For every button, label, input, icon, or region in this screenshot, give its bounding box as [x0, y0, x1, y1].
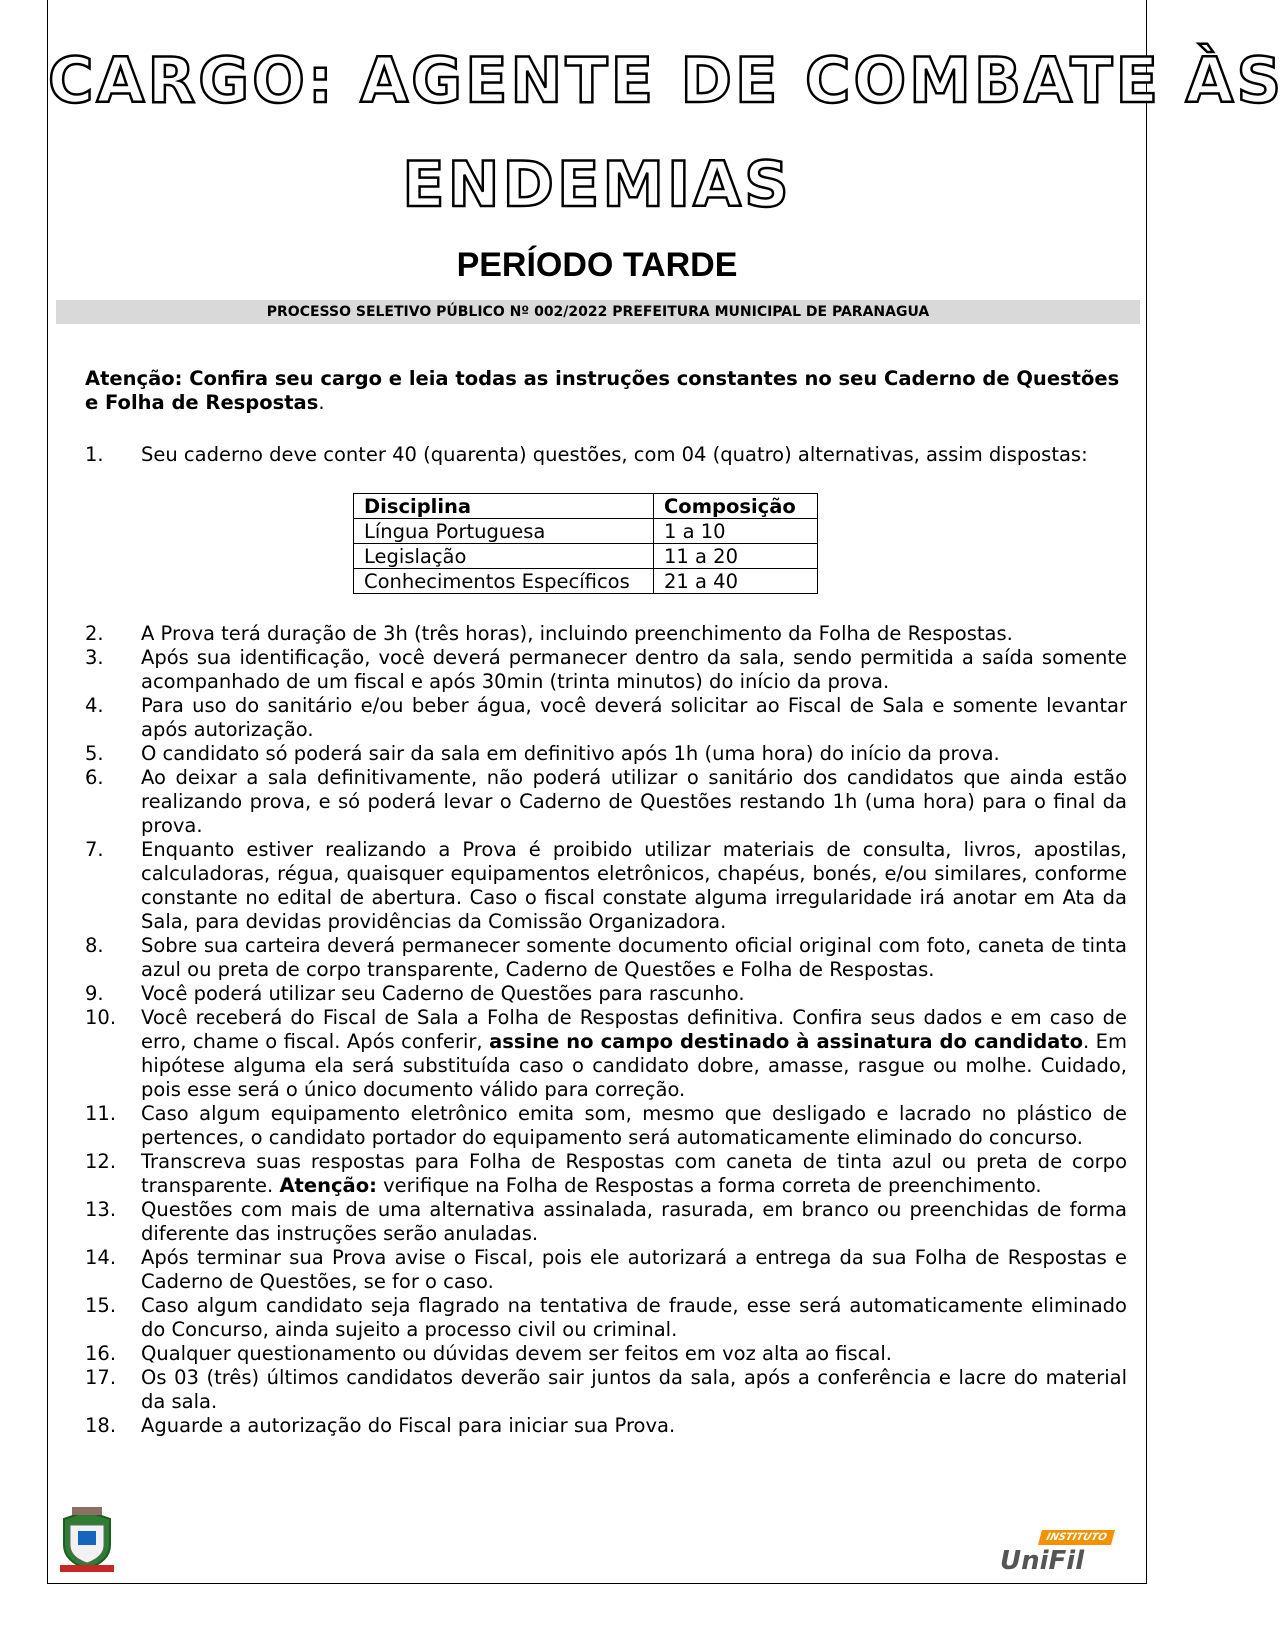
- item-text-bold: Atenção:: [279, 1174, 377, 1197]
- item-text-part: Você receberá do Fiscal de Sala a Folha de Respostas definitiva. Confira seus dados e em caso de erro, chame o fiscal. Após conferir,: [141, 1006, 1127, 1053]
- item-text: O candidato só poderá sair da sala em definitivo após 1h (uma hora) do início da prova.: [141, 742, 1000, 765]
- item-number: 1.: [85, 443, 104, 466]
- table-header-composition: Composição: [654, 494, 818, 519]
- item-text: Enquanto estiver realizando a Prova é proibido utilizar materiais de consulta, livros, apostilas, calculadoras, régua, quaisquer equipamentos eletrônicos, chapéus, bonés, e/ou similares, conforme constante no edital de abertura. Caso o fiscal constate alguma irregularidade irá anotar em Ata da Sala, para devidas providências da Comissão Organizadora.: [141, 838, 1127, 933]
- table-cell: Legislação: [354, 544, 654, 569]
- item-text: Para uso do sanitário e/ou beber água, você deverá solicitar ao Fiscal de Sala e somente levantar após autorização.: [141, 694, 1127, 741]
- table-row: [354, 544, 818, 569]
- unifil-logo-text: UniFil: [1000, 1546, 1085, 1576]
- item-text: Caso algum equipamento eletrônico emita som, mesmo que desligado e lacrado no plástico de pertences, o candidato portador do equipamento será automaticamente eliminado do concurso.: [141, 1102, 1127, 1149]
- table-cell: 1 a 10: [654, 519, 818, 544]
- table-cell: 21 a 40: [654, 569, 818, 594]
- item-number: 5.: [85, 742, 104, 765]
- item-number: 11.: [85, 1102, 117, 1125]
- item-text: Ao deixar a sala definitivamente, não poderá utilizar o sanitário dos candidatos que ainda estão realizando prova, e só poderá levar o Caderno de Questões restando 1h (uma hora) para o final da prova.: [141, 766, 1127, 837]
- page-frame: [47, 0, 1284, 1584]
- item-text: Após terminar sua Prova avise o Fiscal, pois ele autorizará a entrega da sua Folha de Respostas e Caderno de Questões, se for o caso.: [141, 1246, 1127, 1293]
- item-text: Após sua identificação, você deverá permanecer dentro da sala, sendo permitida a saída somente acompanhado de um fiscal e após 30min (trinta minutos) do início da prova.: [141, 646, 1127, 693]
- item-text: [141, 1006, 1127, 1102]
- item-number: 17.: [85, 1366, 117, 1389]
- item-number: 8.: [85, 934, 104, 957]
- table-cell: 11 a 20: [654, 544, 818, 569]
- item-number: 2.: [85, 622, 104, 645]
- item-number: 14.: [85, 1246, 117, 1269]
- item-text-part: verifique na Folha de Respostas a forma correta de preenchimento.: [376, 1174, 1042, 1197]
- item-number: 13.: [85, 1198, 117, 1221]
- item-text: Seu caderno deve conter 40 (quarenta) questões, com 04 (quatro) alternativas, assim dispostas:: [141, 443, 1088, 466]
- table-cell: Conhecimentos Específicos: [354, 569, 654, 594]
- item-text: Qualquer questionamento ou dúvidas devem ser feitos em voz alta ao fiscal.: [141, 1342, 892, 1365]
- item-text: Caso algum candidato seja flagrado na tentativa de fraude, esse será automaticamente eliminado do Concurso, ainda sujeito a processo civil ou criminal.: [141, 1294, 1127, 1341]
- item-number: 6.: [85, 766, 104, 789]
- period-heading: PERÍODO TARDE: [456, 246, 738, 284]
- item-number: 10.: [85, 1006, 117, 1029]
- table-header-row: [354, 494, 818, 519]
- item-text-bold: assine no campo destinado à assinatura do candidato: [489, 1030, 1084, 1053]
- item-text: Você poderá utilizar seu Caderno de Questões para rascunho.: [141, 982, 745, 1005]
- item-text: Os 03 (três) últimos candidatos deverão sair juntos da sala, após a conferência e lacre do material da sala.: [141, 1366, 1127, 1413]
- item-number: 4.: [85, 694, 104, 717]
- discipline-table: [353, 493, 818, 594]
- process-banner: PROCESSO SELETIVO PÚBLICO Nº 002/2022 PREFEITURA MUNICIPAL DE PARANAGUA: [56, 300, 1140, 324]
- item-number: 15.: [85, 1294, 117, 1317]
- item-text: [141, 1150, 1127, 1198]
- attention-bold: Atenção: Confira seu cargo e leia todas as instruções constantes no seu Caderno de Questões e Folha de Respostas: [85, 367, 1120, 414]
- item-number: 18.: [85, 1414, 117, 1437]
- item-number: 9.: [85, 982, 104, 1005]
- table-row: [354, 569, 818, 594]
- item-text: Sobre sua carteira deverá permanecer somente documento oficial original com foto, caneta de tinta azul ou preta de corpo transparente, Caderno de Questões e Folha de Respostas.: [141, 934, 1127, 981]
- attention-note: [85, 367, 1120, 415]
- item-number: 3.: [85, 646, 104, 669]
- item-text: Aguarde a autorização do Fiscal para iniciar sua Prova.: [141, 1414, 676, 1437]
- item-text-part: Transcreva suas respostas para Folha de Respostas com caneta de tinta azul ou preta de corpo transparente.: [141, 1150, 1127, 1197]
- item-number: 12.: [85, 1150, 117, 1173]
- item-text-part: . Em hipótese alguma ela será substituída caso o candidato dobre, amasse, rasgue ou molhe. Cuidado, pois esse será o único documento válido para correção.: [141, 1030, 1127, 1101]
- attention-tail: .: [318, 391, 325, 414]
- municipal-coat-of-arms-icon: [52, 1505, 122, 1575]
- table-row: [354, 519, 818, 544]
- table-cell: Língua Portuguesa: [354, 519, 654, 544]
- table-header-discipline: Disciplina: [354, 494, 654, 519]
- item-number: 16.: [85, 1342, 117, 1365]
- title-line-1: CARGO: AGENTE DE COMBATE ÀS: [48, 44, 1284, 117]
- item-text: A Prova terá duração de 3h (três horas), incluindo preenchimento da Folha de Respostas.: [141, 622, 1013, 645]
- title-line-2: ENDEMIAS: [402, 148, 792, 221]
- item-number: 7.: [85, 838, 104, 861]
- item-text: Questões com mais de uma alternativa assinalada, rasurada, em branco ou preenchidas de forma diferente das instruções serão anuladas.: [141, 1198, 1127, 1245]
- institute-tag: INSTITUTO: [1038, 1530, 1115, 1545]
